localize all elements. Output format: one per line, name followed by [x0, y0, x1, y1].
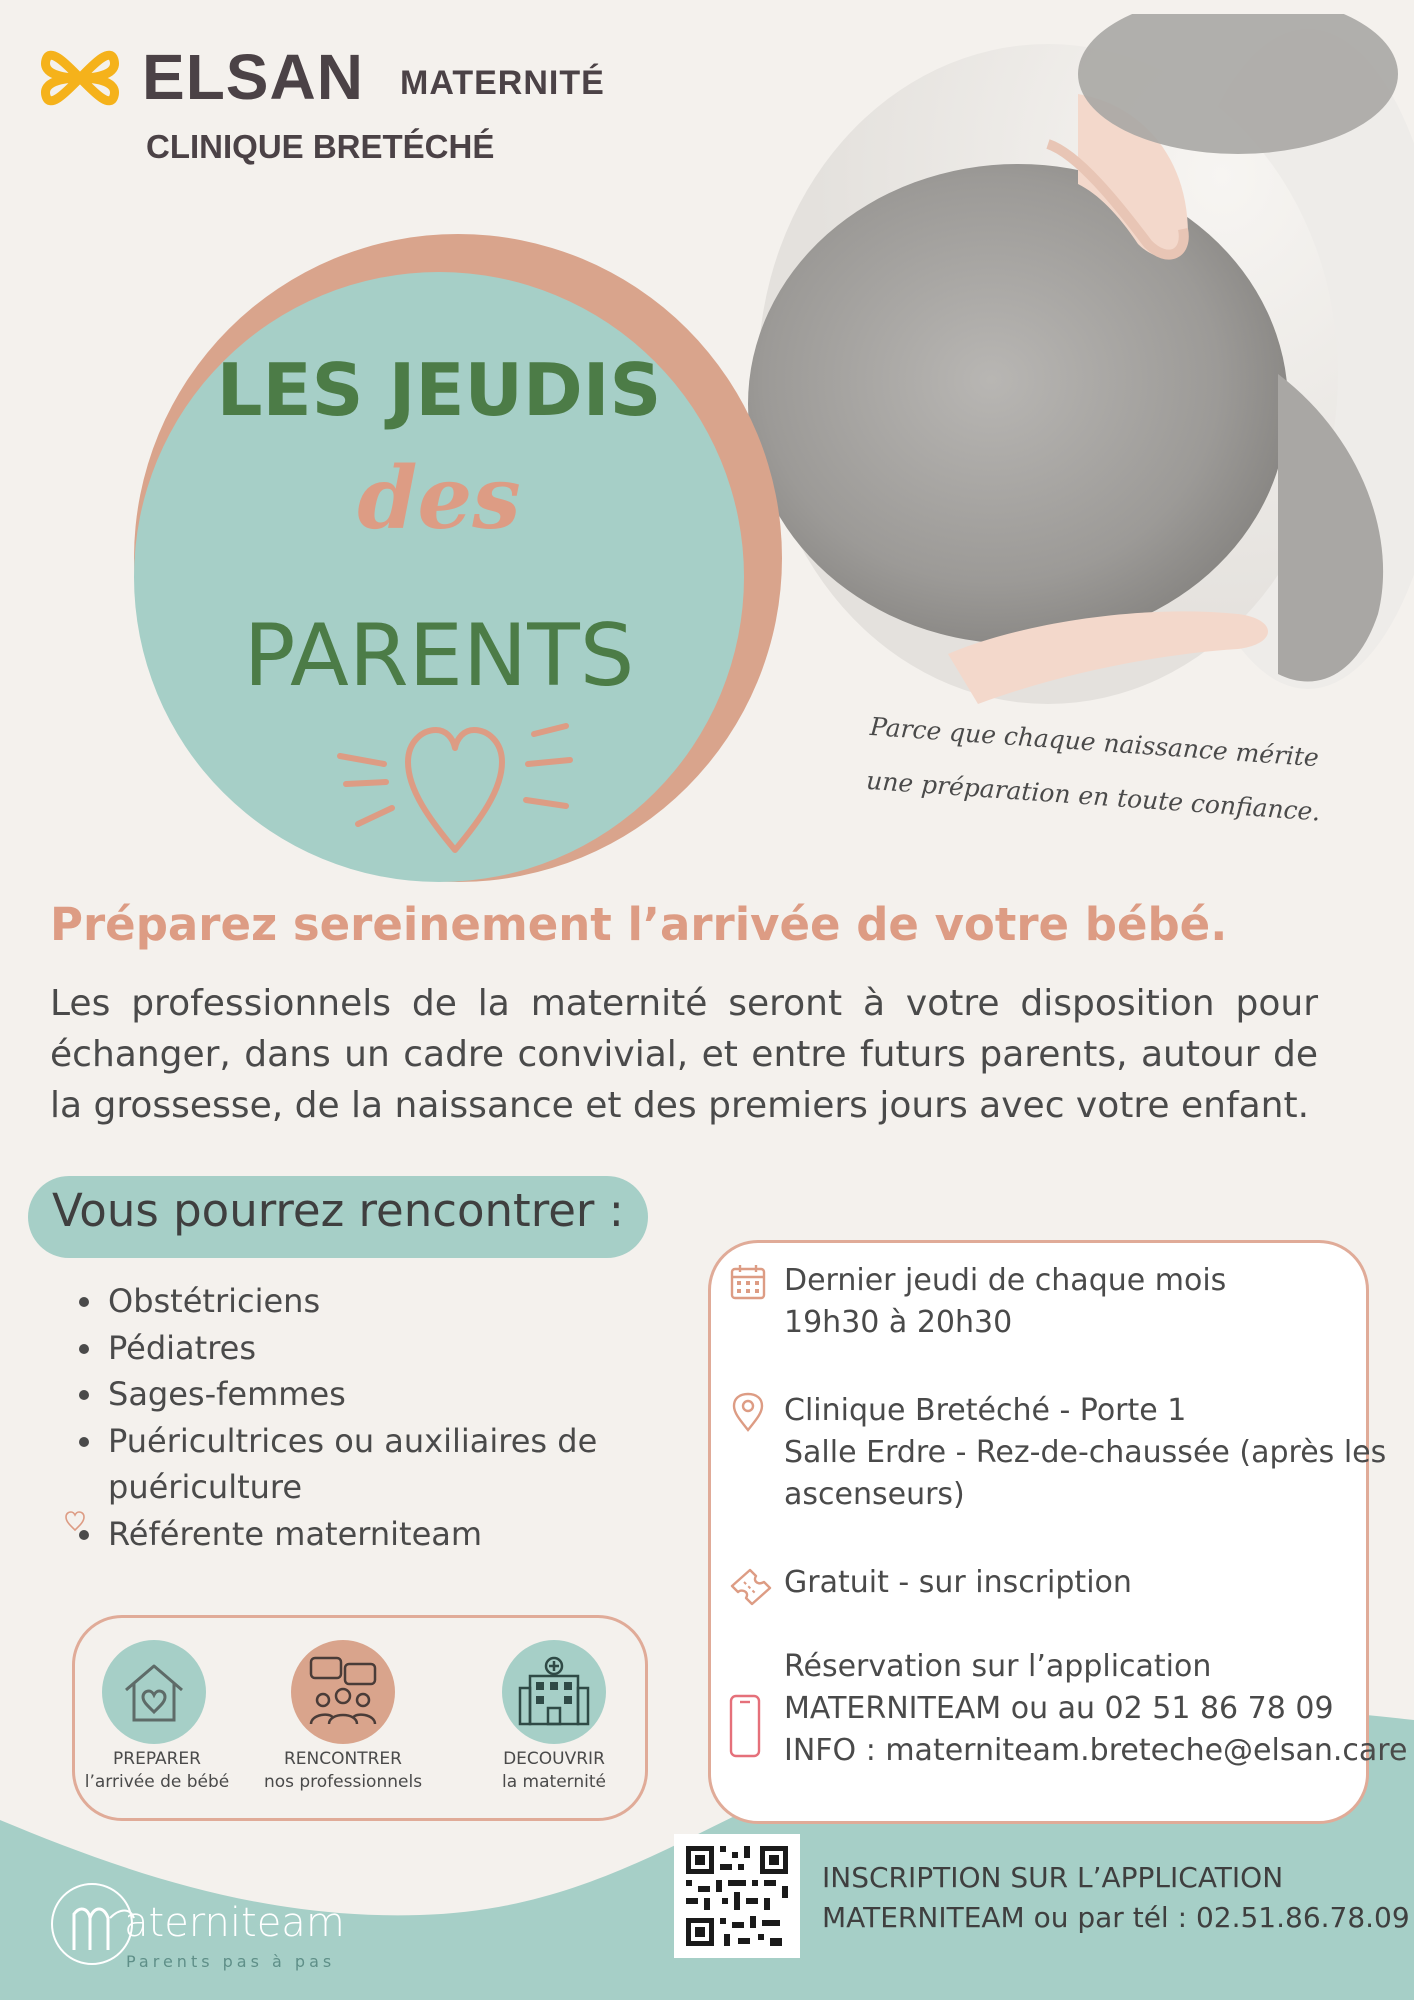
footer-registration [822, 1858, 1410, 1938]
house-heart-icon [118, 1656, 190, 1728]
list-item: • Référente materniteam [106, 1511, 666, 1558]
materniteam-logo-word: aterniteam [124, 1900, 345, 1946]
list-item: • Puéricultrices ou auxiliaires de puériculture [106, 1418, 666, 1511]
quote-line-1: Parce que chaque naissance mérite [869, 711, 1320, 773]
info-when-line: 19h30 à 20h30 [784, 1305, 1013, 1340]
heart-icon [330, 720, 580, 860]
feature-label-title: RENCONTRER [284, 1749, 402, 1769]
headline: Préparez sereinement l’arrivée de votre bébé. [50, 898, 1228, 951]
footer-line: INSCRIPTION SUR L’APPLICATION [822, 1861, 1284, 1894]
info-when [784, 1260, 1226, 1344]
materniteam-tagline: Parents pas à pas [126, 1952, 336, 1971]
list-item: • Pédiatres [106, 1325, 666, 1372]
people-chat-icon [305, 1654, 381, 1730]
small-heart-icon [63, 1510, 87, 1532]
info-where-line: ascenseurs) [784, 1477, 965, 1512]
list-item: • Obstétriciens [106, 1278, 666, 1325]
brand-clinic: CLINIQUE BRETÉCHÉ [146, 128, 495, 165]
footer-line: MATERNITEAM ou par tél : 02.51.86.78.09 [822, 1901, 1410, 1934]
info-resa-line: INFO : materniteam.breteche@elsan.care [784, 1733, 1408, 1768]
calendar-icon [728, 1262, 768, 1302]
qr-code[interactable] [674, 1834, 800, 1958]
brand-sub: MATERNITÉ [400, 64, 605, 102]
hero-title-line-2: des [357, 448, 521, 549]
phone-icon [728, 1694, 762, 1758]
meet-title: Vous pourrez rencontrer : [52, 1184, 624, 1237]
info-resa-line: Réservation sur l’application [784, 1649, 1212, 1684]
info-price: Gratuit - sur inscription [784, 1565, 1132, 1600]
list-item: • Sages-femmes [106, 1371, 666, 1418]
feature-label-sub: la maternité [502, 1772, 606, 1792]
ticket-icon [728, 1566, 774, 1606]
quote-line-2: une préparation en toute confiance. [865, 765, 1322, 827]
feature-label-sub: l’arrivée de bébé [84, 1772, 230, 1792]
meet-list [68, 1278, 666, 1557]
location-pin-icon [728, 1392, 768, 1432]
feature-label-meet [233, 1748, 453, 1794]
info-resa-line: MATERNITEAM ou au 02 51 86 78 09 [784, 1691, 1334, 1726]
hospital-icon [516, 1654, 592, 1730]
feature-label-sub: nos professionnels [263, 1772, 423, 1792]
feature-label-title: DECOUVRIR [503, 1749, 605, 1769]
info-where-line: Salle Erdre - Rez-de-chaussée (après les [784, 1435, 1387, 1470]
info-reservation [784, 1646, 1407, 1772]
elsan-logo-icon [40, 38, 120, 118]
info-when-line: Dernier jeudi de chaque mois [784, 1263, 1227, 1298]
intro-paragraph: Les professionnels de la maternité seront à votre disposition pour échanger, dans un cadre convivial, et entre futurs parents, autour de la grossesse, de la naissance et des premiers jours avec votre enfant. [50, 983, 1318, 1126]
feature-label-title: PREPARER [113, 1749, 201, 1769]
hero-title-line-1: LES JEUDIS [216, 348, 662, 432]
info-where [784, 1390, 1386, 1516]
info-where-line: Clinique Bretéché - Porte 1 [784, 1393, 1187, 1428]
feature-label-discover [444, 1748, 664, 1794]
brand-name: ELSAN [142, 41, 364, 113]
pregnancy-photo [718, 14, 1414, 776]
hero-title-line-3: PARENTS [243, 606, 635, 706]
